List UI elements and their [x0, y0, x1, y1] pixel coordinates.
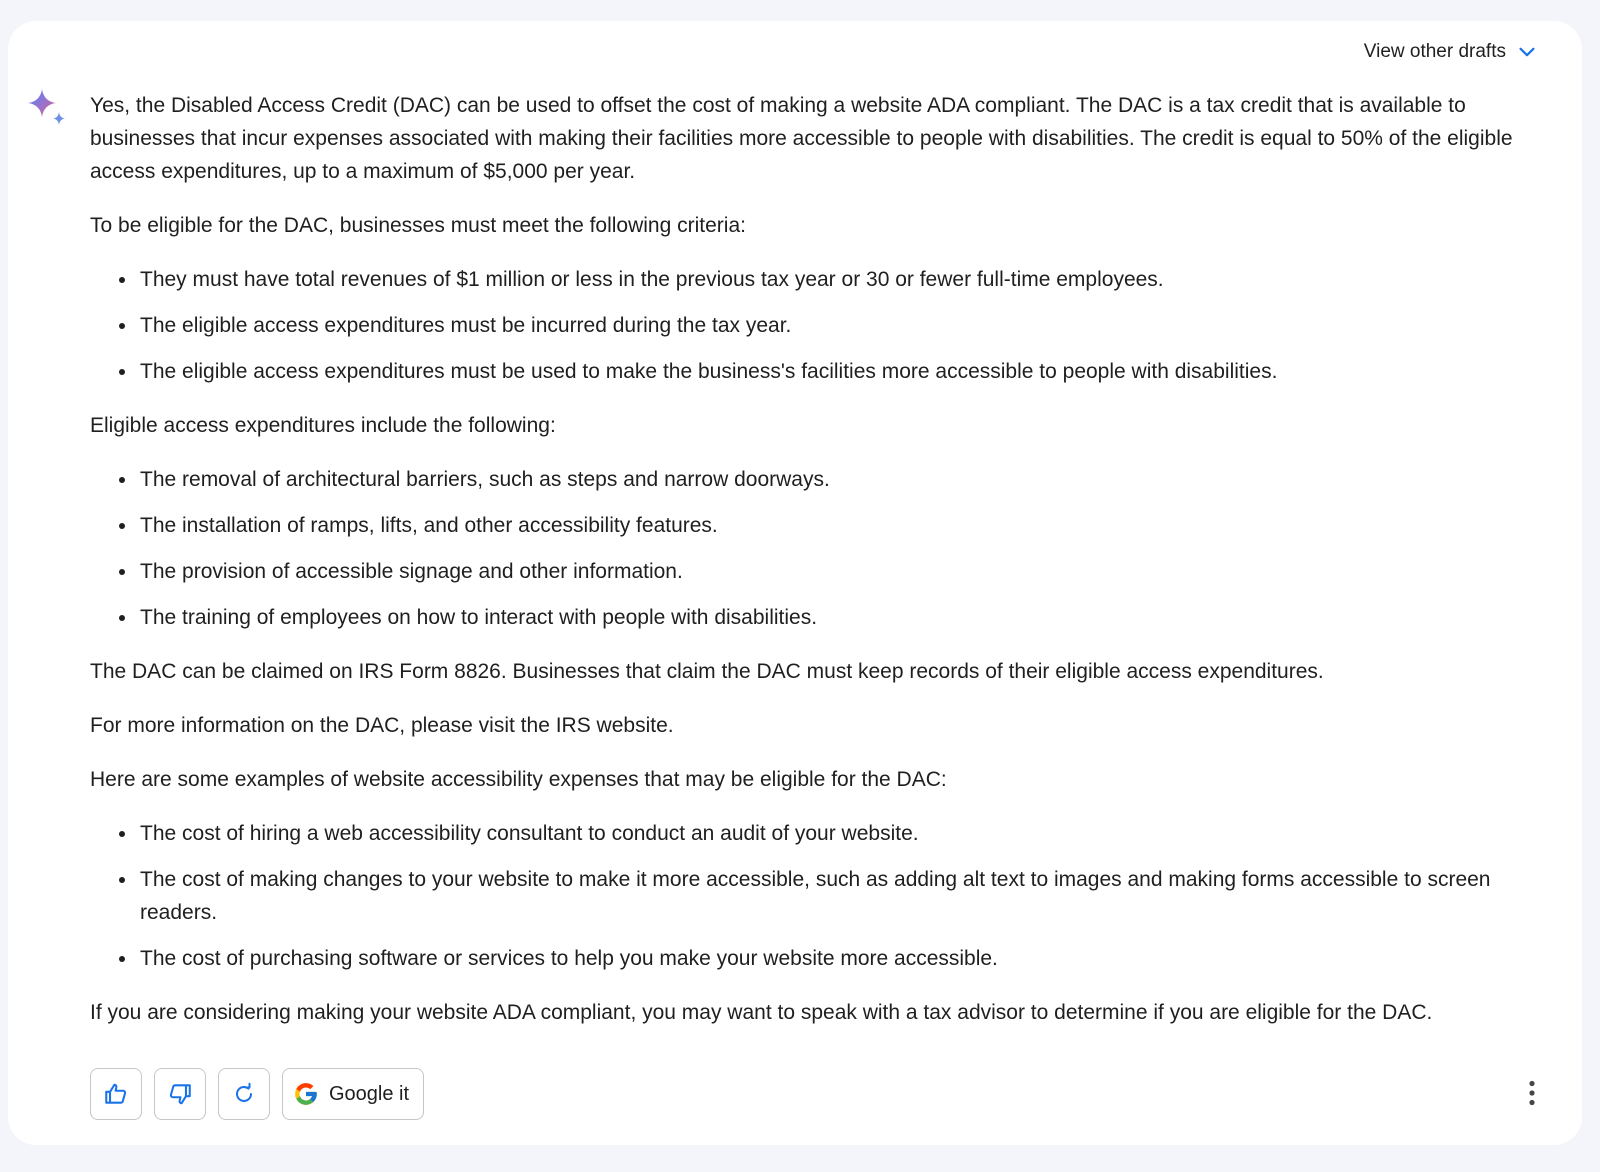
view-other-drafts-label: View other drafts	[1363, 41, 1506, 62]
criteria-list	[90, 263, 1552, 388]
criteria-heading: To be eligible for the DAC, businesses must meet the following criteria:	[90, 214, 746, 237]
list-item: • The cost of purchasing software or services to help you make your website more accessible.	[138, 942, 1552, 975]
more-options-button[interactable]	[1520, 1076, 1544, 1110]
expenditures-heading: Eligible access expenditures include the following:	[90, 414, 556, 437]
sparkle-icon	[26, 87, 68, 129]
closing-paragraph: If you are considering making your website ADA compliant, you may want to speak with a tax advisor to determine if you are eligible for the DAC.	[90, 1001, 1433, 1024]
response-content	[90, 89, 1552, 1050]
list-item: • The provision of accessible signage and other information.	[138, 555, 1552, 588]
examples-list	[90, 817, 1552, 975]
list-item: • The cost of making changes to your website to make it more accessible, such as adding alt text to images and making forms accessible to screen readers.	[138, 863, 1552, 929]
thumbs-down-button[interactable]	[154, 1068, 206, 1120]
list-item: • The installation of ramps, lifts, and other accessibility features.	[138, 509, 1552, 542]
response-card	[8, 21, 1582, 1145]
more-vertical-icon	[1528, 1080, 1536, 1106]
examples-heading: Here are some examples of website accessibility expenses that may be eligible for the DAC:	[90, 768, 947, 791]
list-item: • The removal of architectural barriers, such as steps and narrow doorways.	[138, 463, 1552, 496]
intro-paragraph: Yes, the Disabled Access Credit (DAC) can be used to offset the cost of making a website ADA compliant. The DAC is a tax credit that is available to businesses that incur expenses associated with making their facilities more accessible to people with disabilities. The credit is equal to 50% of the eligible access expenditures, up to a maximum of $5,000 per year.	[90, 94, 1513, 183]
list-item: • They must have total revenues of $1 million or less in the previous tax year or 30 or fewer full-time employees.	[138, 263, 1552, 296]
regenerate-button[interactable]	[218, 1068, 270, 1120]
google-logo-icon	[293, 1081, 319, 1107]
list-item: • The eligible access expenditures must be used to make the business's facilities more accessible to people with disabilities.	[138, 355, 1552, 388]
more-info-paragraph: For more information on the DAC, please visit the IRS website.	[90, 714, 674, 737]
form-note-paragraph: The DAC can be claimed on IRS Form 8826. Businesses that claim the DAC must keep records of their eligible access expenditures.	[90, 660, 1324, 683]
refresh-icon	[232, 1082, 256, 1106]
list-item: • The eligible access expenditures must be incurred during the tax year.	[138, 309, 1552, 342]
thumbs-down-icon	[167, 1081, 193, 1107]
expenditures-list	[90, 463, 1552, 634]
list-item: • The training of employees on how to interact with people with disabilities.	[138, 601, 1552, 634]
thumbs-up-button[interactable]	[90, 1068, 142, 1120]
google-it-label: Google it	[329, 1082, 410, 1105]
chevron-down-icon	[1516, 41, 1538, 63]
view-other-drafts-button[interactable]	[1364, 41, 1538, 63]
thumbs-up-icon	[103, 1081, 129, 1107]
google-it-button[interactable]	[282, 1068, 424, 1120]
response-actions	[90, 1068, 424, 1120]
list-item: • The cost of hiring a web accessibility consultant to conduct an audit of your website.	[138, 817, 1552, 850]
